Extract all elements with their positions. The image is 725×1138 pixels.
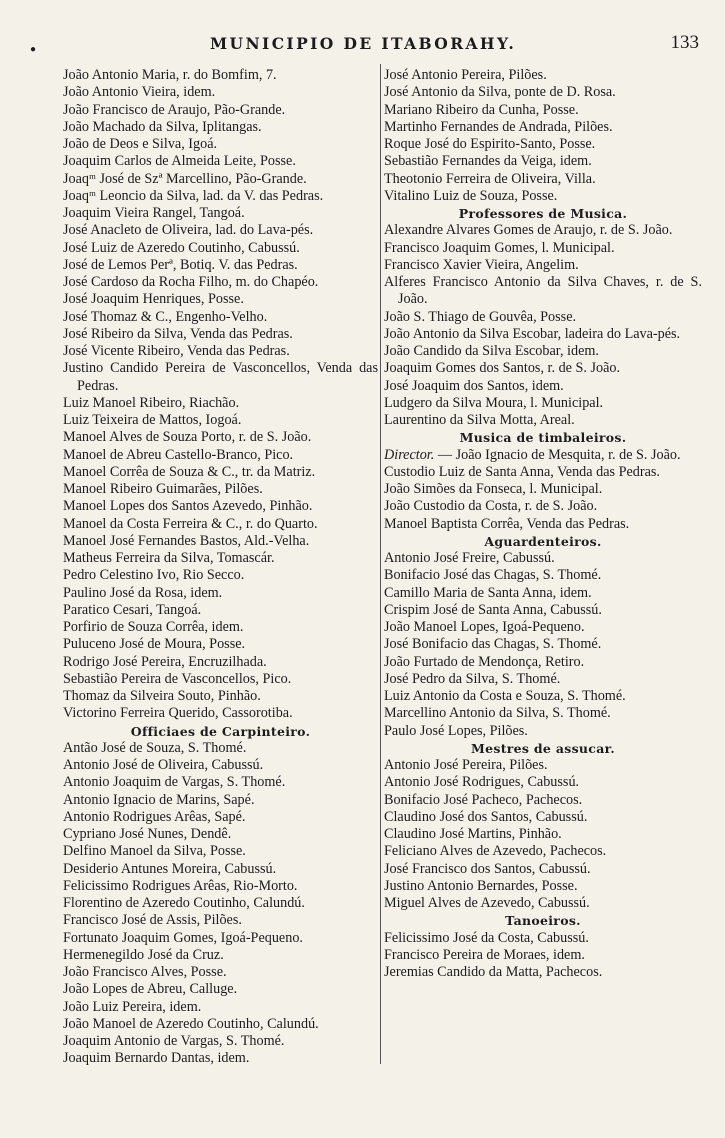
directory-entry: José Joaquim dos Santos, idem. [384, 377, 564, 394]
directory-entry: Manoel da Costa Ferreira & C., r. do Quarto. [63, 515, 318, 532]
directory-entry: José Pedro da Silva, S. Thomé. [384, 670, 561, 687]
directory-entry: Ludgero da Silva Moura, l. Municipal. [384, 394, 604, 411]
directory-entry: João Francisco de Araujo, Pão-Grande. [63, 101, 286, 118]
directory-entry: Felicissimo Rodrigues Arêas, Rio-Morto. [63, 877, 298, 894]
directory-entry: Francisco José de Assis, Pilões. [63, 912, 242, 929]
directory-entry: Antonio José Rodrigues, Cabussú. [384, 774, 580, 791]
directory-entry: João S. Thiago de Gouvêa, Posse. [384, 308, 577, 325]
directory-entry: Desiderio Antunes Moreira, Cabussú. [63, 860, 277, 877]
directory-entry: Florentino de Azeredo Coutinho, Calundú. [63, 895, 305, 911]
directory-entry: José Luiz de Azeredo Coutinho, Cabussú. [63, 239, 300, 256]
directory-entry: João Simões da Fonseca, l. Municipal. [384, 481, 603, 497]
directory-entry: Luiz Teixeira de Mattos, Iogoá. [63, 412, 242, 428]
right-column [384, 67, 702, 981]
directory-entry: Justino Candido Pereira de Vasconcellos, Venda das Pedras. [63, 360, 378, 394]
directory-entry: Matheus Ferreira da Silva, Tomascár. [63, 550, 275, 566]
directory-entry: Antonio Rodrigues Arêas, Sapé. [63, 808, 246, 825]
directory-entry: Joaquim Carlos de Almeida Leite, Posse. [63, 153, 296, 170]
directory-entry: Vitalino Luiz de Souza, Posse. [384, 187, 558, 204]
page-header [0, 34, 725, 56]
section-heading: Tanoeiros. [505, 913, 581, 929]
directory-entry: João Manoel de Azeredo Coutinho, Calundú. [63, 1015, 319, 1032]
directory-entry: Joaquim Antonio de Vargas, S. Thomé. [63, 1033, 285, 1049]
directory-entry: João Antonio Vieira, idem. [63, 84, 216, 101]
directory-entry: José Joaquim Henriques, Posse. [63, 291, 244, 308]
directory-entry: Pedro Celestino Ivo, Rio Secco. [63, 567, 245, 584]
directory-entry: Claudino José Martins, Pinhão. [384, 826, 562, 842]
directory-entry: Manoel Ribeiro Guimarães, Pilões. [63, 481, 263, 497]
section-heading: Mestres de assucar. [470, 740, 616, 756]
directory-entry: Manoel Alves de Souza Porto, r. de S. João. [63, 429, 312, 446]
directory-entry: Joaqᵐ José de Szª Marcellino, Pão-Grande. [63, 170, 307, 187]
directory-entry: Miguel Alves de Azevedo, Cabussú. [384, 895, 590, 911]
directory-entry: José Ribeiro da Silva, Venda das Pedras. [63, 325, 293, 342]
directory-entry: Theotonio Ferreira de Oliveira, Villa. [384, 170, 596, 187]
directory-entry: Francisco Xavier Vieira, Angelim. [384, 256, 579, 273]
directory-entry: Claudino José dos Santos, Cabussú. [384, 808, 588, 825]
column-divider [380, 64, 381, 1064]
directory-entry: João Candido da Silva Escobar, idem. [384, 343, 599, 359]
director-name: — João Ignacio de Mesquita, r. de S. João. [434, 446, 681, 463]
directory-entry: Francisco Joaquim Gomes, l. Municipal. [384, 239, 615, 256]
directory-entry: Manoel Baptista Corrêa, Venda das Pedras. [384, 515, 630, 532]
section-heading: Officiaes de Carpinteiro. [130, 723, 311, 739]
directory-entry: Hermenegildo José da Cruz. [63, 946, 224, 963]
page-number: 133 [670, 32, 699, 53]
directory-entry: Thomaz da Silveira Souto, Pinhão. [63, 688, 261, 704]
directory-entry: José Thomaz & C., Engenho-Velho. [63, 308, 268, 325]
directory-entry: Cypriano José Nunes, Dendê. [63, 826, 232, 842]
directory-entry: Feliciano Alves de Azevedo, Pachecos. [384, 843, 607, 860]
directory-entry: José Bonifacio das Chagas, S. Thomé. [384, 636, 602, 653]
directory-entry: João Lopes de Abreu, Calluge. [63, 981, 238, 998]
directory-entry: Francisco Pereira de Moraes, idem. [384, 946, 585, 963]
directory-entry: José Antonio Pereira, Pilões. [384, 67, 547, 83]
directory-entry: João Manoel Lopes, Igoá-Pequeno. [384, 619, 585, 635]
directory-entry: Felicissimo José da Costa, Cabussú. [384, 929, 589, 946]
directory-entry: Paulino José da Rosa, idem. [63, 584, 223, 601]
director-label: Director. [384, 446, 435, 463]
directory-entry: Luiz Antonio da Costa e Souza, S. Thomé. [384, 688, 626, 704]
section-heading: Professores de Musica. [458, 206, 628, 221]
directory-entry: Joaquim Gomes dos Santos, r. de S. João. [384, 360, 621, 377]
directory-entry: João Machado da Silva, Iplitangas. [63, 118, 262, 135]
directory-entry: Manoel de Abreu Castello-Branco, Pico. [63, 446, 294, 463]
directory-entry: João Furtado de Mendonça, Retiro. [384, 653, 585, 670]
directory-entry: João Antonio Maria, r. do Bomfim, 7. [63, 67, 277, 83]
directory-entry: Justino Antonio Bernardes, Posse. [384, 877, 578, 894]
directory-entry: João Antonio da Silva Escobar, ladeira do Lava-pés. [384, 325, 681, 342]
directory-entry: João Custodio da Costa, r. de S. João. [384, 498, 598, 515]
directory-entry: Manoel Lopes dos Santos Azevedo, Pinhão. [63, 498, 313, 515]
directory-entry: José de Lemos Perª, Botiq. V. das Pedras. [63, 256, 298, 273]
directory-entry: Jeremias Candido da Matta, Pachecos. [384, 964, 603, 980]
directory-entry: Joaquim Bernardo Dantas, idem. [63, 1050, 250, 1067]
directory-entry: Victorino Ferreira Querido, Cassorotiba. [63, 705, 293, 722]
directory-entry: Joaquim Vieira Rangel, Tangoá. [63, 205, 245, 221]
directory-entry: Manoel Corrêa de Souza & C., tr. da Matriz. [63, 463, 316, 480]
directory-entry: Antonio Joaquim de Vargas, S. Thomé. [63, 774, 286, 791]
directory-entry: Antonio José de Oliveira, Cabussú. [63, 757, 264, 773]
directory-entry: João Francisco Alves, Posse. [63, 964, 227, 980]
directory-entry: Camillo Maria de Santa Anna, idem. [384, 584, 592, 601]
directory-entry: Roque José do Espirito-Santo, Posse. [384, 136, 596, 152]
directory-entry: Mariano Ribeiro da Cunha, Posse. [384, 101, 579, 118]
directory-entry: Rodrigo José Pereira, Encruzilhada. [63, 653, 267, 670]
directory-entry: Fortunato Joaquim Gomes, Igoá-Pequeno. [63, 929, 303, 946]
section-heading: Musica de timbaleiros. [459, 430, 627, 446]
directory-entry: Manoel José Fernandes Bastos, Ald.-Velha. [63, 532, 310, 549]
directory-entry: Luiz Manoel Ribeiro, Riachão. [63, 394, 240, 411]
directory-entry: Martinho Fernandes de Andrada, Pilões. [384, 118, 613, 135]
directory-entry: Antão José de Souza, S. Thomé. [63, 739, 247, 756]
directory-entry [384, 447, 702, 464]
directory-entry: Laurentino da Silva Motta, Areal. [384, 412, 575, 428]
directory-entry: Sebastião Fernandes da Veiga, idem. [384, 153, 592, 170]
directory-entry: José Antonio da Silva, ponte de D. Rosa. [384, 84, 616, 101]
left-column [63, 67, 378, 1068]
directory-entry: Paulo José Lopes, Pilões. [384, 722, 528, 739]
directory-entry: Antonio José Pereira, Pilões. [384, 757, 548, 773]
directory-entry: João Luiz Pereira, idem. [63, 998, 202, 1015]
directory-entry: Custodio Luiz de Santa Anna, Venda das Pedras. [384, 463, 660, 480]
directory-entry: Porfirio de Souza Corrêa, idem. [63, 619, 244, 635]
margin-bullet-mark: ● [30, 44, 37, 55]
directory-entry: Delfino Manoel da Silva, Posse. [63, 843, 246, 860]
directory-entry: Puluceno José de Moura, Posse. [63, 636, 246, 653]
directory-entry: José Francisco dos Santos, Cabussú. [384, 860, 591, 877]
directory-entry: Crispim José de Santa Anna, Cabussú. [384, 601, 602, 618]
directory-entry: Paratico Cesari, Tangoá. [63, 601, 202, 618]
directory-entry: João de Deos e Silva, Igoá. [63, 136, 218, 152]
directory-entry: Joaqᵐ Leoncio da Silva, lad. da V. das Pedras. [63, 187, 324, 204]
section-heading: Aguardenteiros. [484, 533, 602, 549]
directory-entry: José Cardoso da Rocha Filho, m. do Chapéo. [63, 274, 319, 290]
directory-entry: Alexandre Alvares Gomes de Araujo, r. de S. João. [384, 222, 673, 239]
directory-entry: Marcellino Antonio da Silva, S. Thomé. [384, 705, 611, 722]
page-title: MUNICIPIO DE ITABORAHY. [210, 34, 517, 53]
directory-entry: Alferes Francisco Antonio da Silva Chaves, r. de S. João. [384, 274, 702, 308]
directory-entry: Bonifacio José Pacheco, Pachecos. [384, 791, 583, 808]
directory-entry: Antonio Ignacio de Marins, Sapé. [63, 791, 255, 808]
directory-entry: José Vicente Ribeiro, Venda das Pedras. [63, 343, 290, 359]
directory-entry: Antonio José Freire, Cabussú. [384, 550, 555, 566]
directory-entry: José Anacleto de Oliveira, lad. do Lava-pés. [63, 222, 314, 239]
directory-entry: Sebastião Pereira de Vasconcellos, Pico. [63, 670, 292, 687]
directory-entry: Bonifacio José das Chagas, S. Thomé. [384, 567, 602, 584]
